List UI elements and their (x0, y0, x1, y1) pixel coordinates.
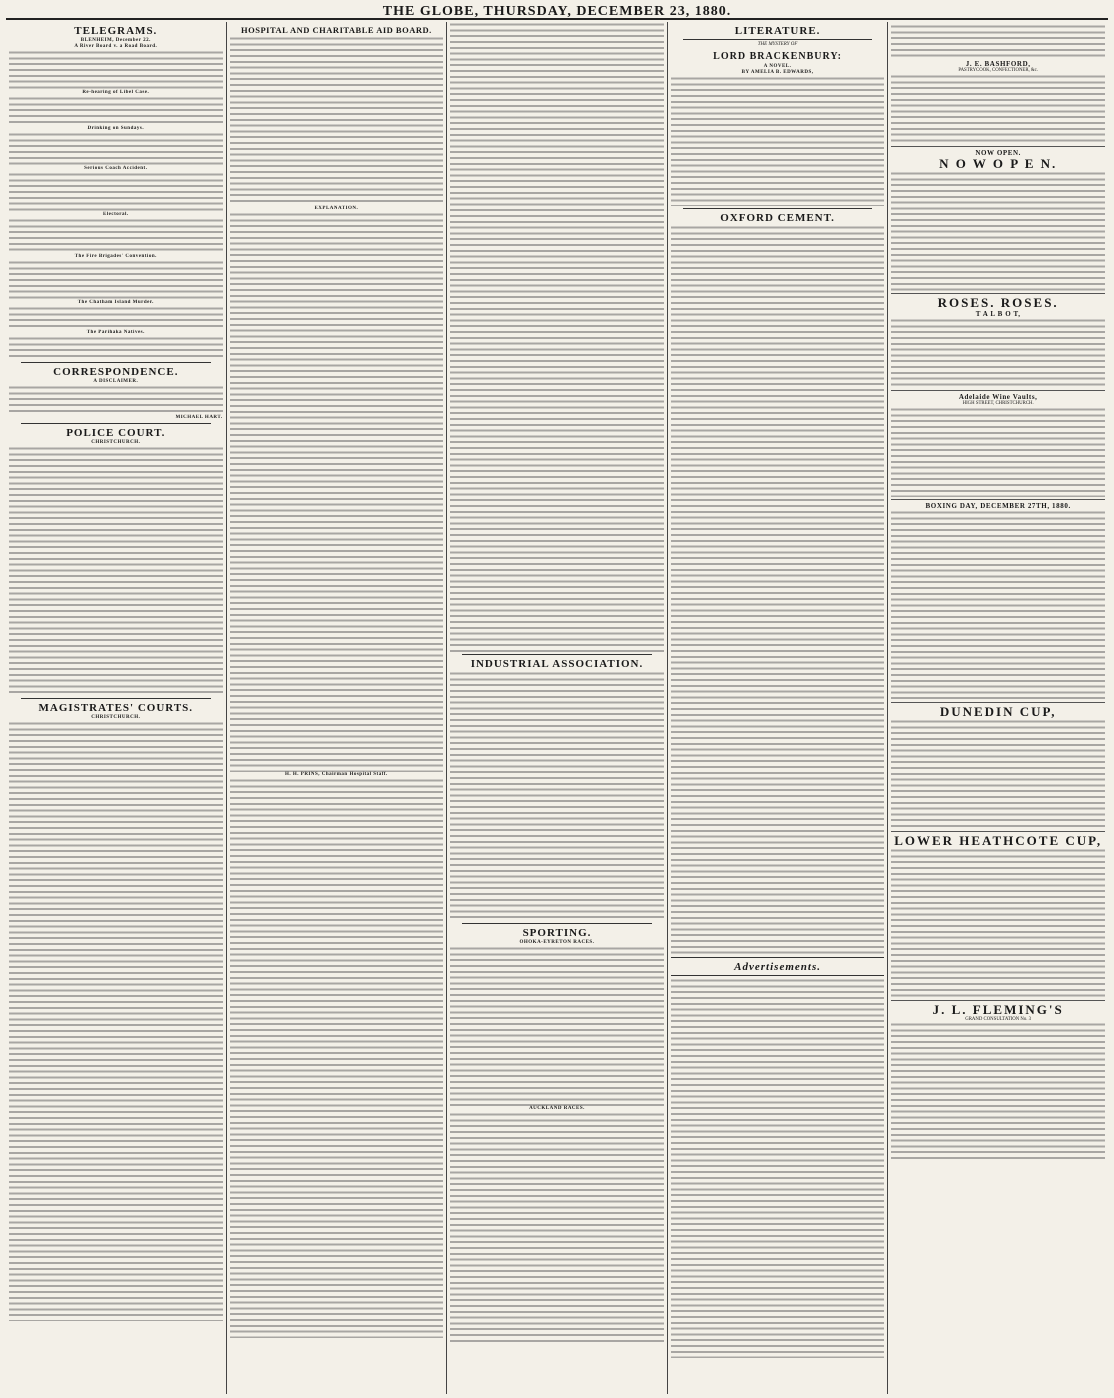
signature: MICHAEL HART. (175, 415, 223, 420)
ad-subtitle: PASTRYCOOK, CONFECTIONER, &c. (958, 68, 1038, 73)
advertisement (891, 22, 1105, 147)
telegrams-heading: TELEGRAMS. (74, 25, 158, 37)
article-text (9, 132, 223, 166)
ad-display: N O W O P E N. (939, 155, 1058, 171)
police-court-heading: POLICE COURT. (66, 427, 166, 439)
ad-title: J. E. BASHFORD, (965, 60, 1031, 68)
ad-title: J. L. FLEMING'S (932, 1001, 1064, 1017)
column-5 (888, 22, 1108, 1394)
subhead: A River Board v. a Road Board. (74, 44, 158, 49)
divider (462, 923, 652, 924)
subhead: Re-hearing of Libel Case. (82, 90, 150, 95)
divider (21, 698, 211, 699)
ad-title: NOW OPEN. (975, 148, 1022, 157)
masthead: THE GLOBE, THURSDAY, DECEMBER 23, 1880. (6, 4, 1108, 20)
hospital-heading: HOSPITAL AND CHARITABLE AID BOARD. (241, 25, 432, 35)
advertisements-heading: Advertisements. (734, 961, 821, 973)
subhead: The Chatham Island Murder. (77, 300, 154, 305)
correspondence-heading: CORRESPONDENCE. (53, 366, 179, 378)
oxford-cement-heading: OXFORD CEMENT. (720, 212, 835, 224)
article-text (450, 22, 664, 652)
divider (683, 208, 873, 209)
subhead: Drinking on Sundays. (87, 126, 145, 131)
article-text (671, 225, 885, 955)
article-text (230, 212, 444, 772)
magistrates-heading: MAGISTRATES' COURTS. (38, 702, 194, 714)
column-1 (6, 22, 227, 1394)
subhead: Electoral. (102, 212, 129, 217)
article-text (9, 96, 223, 126)
article-text (230, 36, 444, 206)
advertisement-text (671, 978, 885, 1358)
subhead: AUCKLAND RACES. (529, 1106, 585, 1111)
article-text (671, 76, 885, 206)
subhead: A NOVEL. (763, 64, 792, 69)
ad-title: LOWER HEATHCOTE CUP, (894, 832, 1103, 848)
article-text (9, 172, 223, 212)
ad-title: DUNEDIN CUP, (939, 703, 1057, 719)
industrial-heading: INDUSTRIAL ASSOCIATION. (470, 658, 644, 670)
ad-title: BOXING DAY, DECEMBER 27TH, 1880. (925, 501, 1071, 510)
literature-heading: LITERATURE. (734, 25, 821, 37)
article-text (9, 218, 223, 254)
subhead: CHRISTCHURCH. (91, 715, 141, 720)
article-text (450, 1112, 664, 1342)
divider (671, 975, 885, 976)
subhead: A DISCLAIMER. (93, 379, 139, 384)
article-text (9, 336, 223, 360)
article-text (9, 50, 223, 90)
subhead: The Fire Brigades' Convention. (74, 254, 157, 259)
advertisement (891, 147, 1105, 294)
article-text (9, 385, 223, 415)
ad-display: T A L B O T, (975, 309, 1021, 318)
article-text (9, 260, 223, 300)
advertisement (891, 500, 1105, 703)
divider (21, 362, 211, 363)
ad-subtitle: GRAND CONSULTATION No. 3 (965, 1016, 1032, 1022)
article-text (9, 721, 223, 1321)
article-text (9, 446, 223, 696)
column-4 (668, 22, 889, 1394)
divider (671, 957, 885, 958)
column-3 (447, 22, 668, 1394)
divider (462, 654, 652, 655)
advertisement (891, 832, 1105, 1001)
subhead: OHOKA-EYRETON RACES. (519, 940, 595, 945)
article-text (450, 946, 664, 1106)
ad-title: Adelaide Wine Vaults, (958, 392, 1038, 401)
advertisement (891, 294, 1105, 391)
advertisement (891, 1001, 1105, 1165)
advertisement (891, 391, 1105, 500)
dateline: BLENHEIM, December 22. (80, 38, 151, 43)
signature: H. H. PRINS, Chairman Hospital Staff. (284, 772, 388, 777)
subhead: THE MYSTERY OF (757, 42, 798, 47)
article-text (230, 778, 444, 1338)
article-text (450, 671, 664, 921)
novel-title: LORD BRACKENBURY: (713, 51, 842, 62)
divider (683, 39, 873, 40)
ad-title: ROSES. ROSES. (937, 294, 1059, 310)
subhead: EXPLANATION. (314, 206, 359, 211)
sporting-heading: SPORTING. (522, 927, 592, 939)
article-text (9, 306, 223, 330)
subhead: The Parihaka Natives. (86, 330, 145, 335)
subhead: CHRISTCHURCH. (91, 440, 141, 445)
column-2 (227, 22, 448, 1394)
ad-subtitle: HIGH STREET, CHRISTCHURCH. (962, 400, 1034, 406)
advertisement (891, 703, 1105, 832)
columns (6, 22, 1108, 1394)
divider (21, 423, 211, 424)
author: BY AMELIA B. EDWARDS, (741, 70, 814, 75)
subhead: Serious Coach Accident. (84, 166, 148, 171)
